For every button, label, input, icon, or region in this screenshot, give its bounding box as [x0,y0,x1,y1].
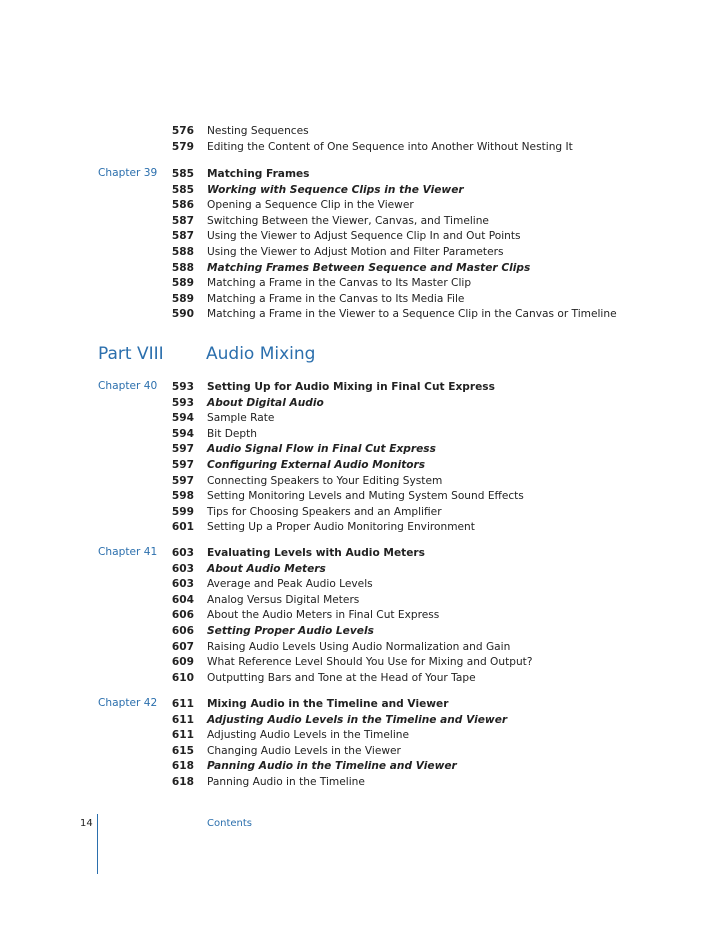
toc-page-number: 615 [171,744,194,757]
toc-entry [0,577,728,593]
toc-entry-title: Sample Rate [207,412,275,425]
part-title: Audio Mixing [206,344,316,364]
toc-entry [0,442,728,458]
toc-page-number: 585 [171,168,194,180]
toc-entry-title: Analog Versus Digital Meters [207,593,360,606]
toc-page-number: 588 [171,245,194,258]
toc-entry [0,624,728,640]
toc-entry [0,562,728,578]
toc-page-number: 586 [171,199,194,212]
toc-entry [0,276,728,292]
toc-entry [0,671,728,687]
toc-page-number: 611 [171,713,194,726]
toc-entry [0,261,728,277]
toc-page-number: 618 [171,775,194,788]
toc-entry-title: Switching Between the Viewer, Canvas, and Timeline [207,214,489,227]
toc-entry [0,245,728,261]
toc-entry [0,728,728,744]
toc-entry-title: Using the Viewer to Adjust Motion and Filter Parameters [207,245,504,258]
toc-entry-title: Opening a Sequence Clip in the Viewer [207,199,414,212]
toc-entry [0,396,728,412]
chapter-label: Chapter 41 [98,546,158,558]
toc-entry-title: Bit Depth [207,427,257,440]
toc-entry-title: Matching a Frame in the Canvas to Its Media File [207,292,465,305]
toc-page-number: 589 [171,277,194,290]
chapter-41-block [0,546,728,686]
chapter-title: Matching Frames [207,168,310,180]
chapter-42-block [0,697,728,791]
toc-entry-title: Average and Peak Audio Levels [207,578,373,591]
toc-entry [0,229,728,245]
toc-page-number: 589 [171,292,194,305]
toc-page-number: 611 [171,698,194,710]
toc-page-number: 594 [171,427,194,440]
toc-entry [0,124,728,140]
toc-entry-title: Nesting Sequences [207,125,309,137]
footer-section-title: Contents [207,818,252,829]
toc-page-number: 603 [171,562,194,575]
toc-entry [0,458,728,474]
toc-section-title: About Digital Audio [207,396,324,409]
toc-entry [0,593,728,609]
toc-entry-title: Setting Monitoring Levels and Muting System Sound Effects [207,490,524,503]
toc-page-number: 599 [171,505,194,518]
toc-entry [0,140,728,156]
toc-page-number: 588 [171,261,194,274]
toc-entry [0,167,728,183]
toc-page-number: 606 [171,609,194,622]
toc-section-title: Setting Proper Audio Levels [207,624,374,637]
toc-page-number: 603 [171,578,194,591]
toc-page-number: 593 [171,396,194,409]
toc-page-number: 597 [171,458,194,471]
toc-entry-title: Matching a Frame in the Canvas to Its Master Clip [207,277,472,290]
toc-entry-title: Adjusting Audio Levels in the Timeline [207,729,410,742]
continuation-block [0,124,728,155]
toc-entry [0,546,728,562]
toc-entry [0,380,728,396]
toc-entry [0,655,728,671]
toc-section-title: About Audio Meters [207,562,326,575]
part-label: Part VIII [98,344,164,364]
toc-entry [0,198,728,214]
toc-page-number: 598 [171,490,194,503]
chapter-title: Setting Up for Audio Mixing in Final Cut Express [207,381,495,393]
toc-page-number: 618 [171,760,194,773]
toc-entry-title: Panning Audio in the Timeline [207,775,365,788]
toc-entry [0,505,728,521]
toc-page-number: 603 [171,547,194,559]
chapter-label: Chapter 40 [98,380,158,392]
toc-entry-title: Matching a Frame in the Viewer to a Sequence Clip in the Canvas or Timeline [207,308,617,321]
toc-section-title: Working with Sequence Clips in the Viewer [207,183,464,196]
chapter-label: Chapter 39 [98,167,158,179]
toc-entry-title: Using the Viewer to Adjust Sequence Clip In and Out Points [207,230,521,243]
toc-page-number: 604 [171,593,194,606]
toc-entry-title: Connecting Speakers to Your Editing System [207,474,443,487]
toc-entry-title: Changing Audio Levels in the Viewer [207,744,401,757]
chapter-40-block [0,380,728,536]
chapter-title: Mixing Audio in the Timeline and Viewer [207,698,449,710]
toc-entry [0,775,728,791]
toc-entry-title: Outputting Bars and Tone at the Head of Your Tape [207,671,476,684]
toc-entry-title: Tips for Choosing Speakers and an Amplifier [207,505,442,518]
toc-page-number: 579 [171,140,194,153]
toc-entry [0,183,728,199]
toc-entry-title: Raising Audio Levels Using Audio Normalization and Gain [207,640,511,653]
toc-entry [0,744,728,760]
toc-entry [0,214,728,230]
toc-entry [0,713,728,729]
toc-page-number: 607 [171,640,194,653]
toc-page-number: 587 [171,230,194,243]
toc-page-number: 597 [171,443,194,456]
toc-page-number: 597 [171,474,194,487]
chapter-label: Chapter 42 [98,697,158,709]
toc-entry [0,411,728,427]
toc-entry [0,489,728,505]
toc-section-title: Configuring External Audio Monitors [207,458,426,471]
toc-entry-title: Editing the Content of One Sequence into Another Without Nesting It [207,140,573,153]
toc-entry [0,759,728,775]
chapter-title: Evaluating Levels with Audio Meters [207,547,425,559]
toc-entry [0,307,728,323]
toc-entry [0,292,728,308]
toc-section-title: Matching Frames Between Sequence and Master Clips [207,261,531,274]
chapter-39-block [0,167,728,323]
toc-page-number: 593 [171,381,194,393]
toc-entry [0,427,728,443]
toc-page-number: 594 [171,412,194,425]
toc-page-number: 609 [171,656,194,669]
toc-entry-title: What Reference Level Should You Use for Mixing and Output? [207,656,533,669]
toc-page-number: 587 [171,214,194,227]
toc-page-number: 601 [171,521,194,534]
toc-page-number: 590 [171,308,194,321]
toc-entry-title: Setting Up a Proper Audio Monitoring Environment [207,521,475,534]
toc-section-title: Audio Signal Flow in Final Cut Express [207,443,436,456]
footer-rule [97,814,98,874]
toc-page-number: 611 [171,729,194,742]
toc-entry-title: About the Audio Meters in Final Cut Express [207,609,440,622]
toc-page-number: 576 [171,125,194,137]
toc-entry [0,608,728,624]
toc-entry [0,697,728,713]
toc-entry [0,640,728,656]
part-heading [0,344,728,370]
toc-page-number: 585 [171,183,194,196]
toc-page-number: 606 [171,624,194,637]
toc-entry [0,474,728,490]
footer-page-number: 14 [80,818,93,829]
toc-page-number: 610 [171,671,194,684]
toc-entry [0,520,728,536]
toc-section-title: Adjusting Audio Levels in the Timeline and Viewer [207,713,508,726]
toc-section-title: Panning Audio in the Timeline and Viewer [207,760,457,773]
